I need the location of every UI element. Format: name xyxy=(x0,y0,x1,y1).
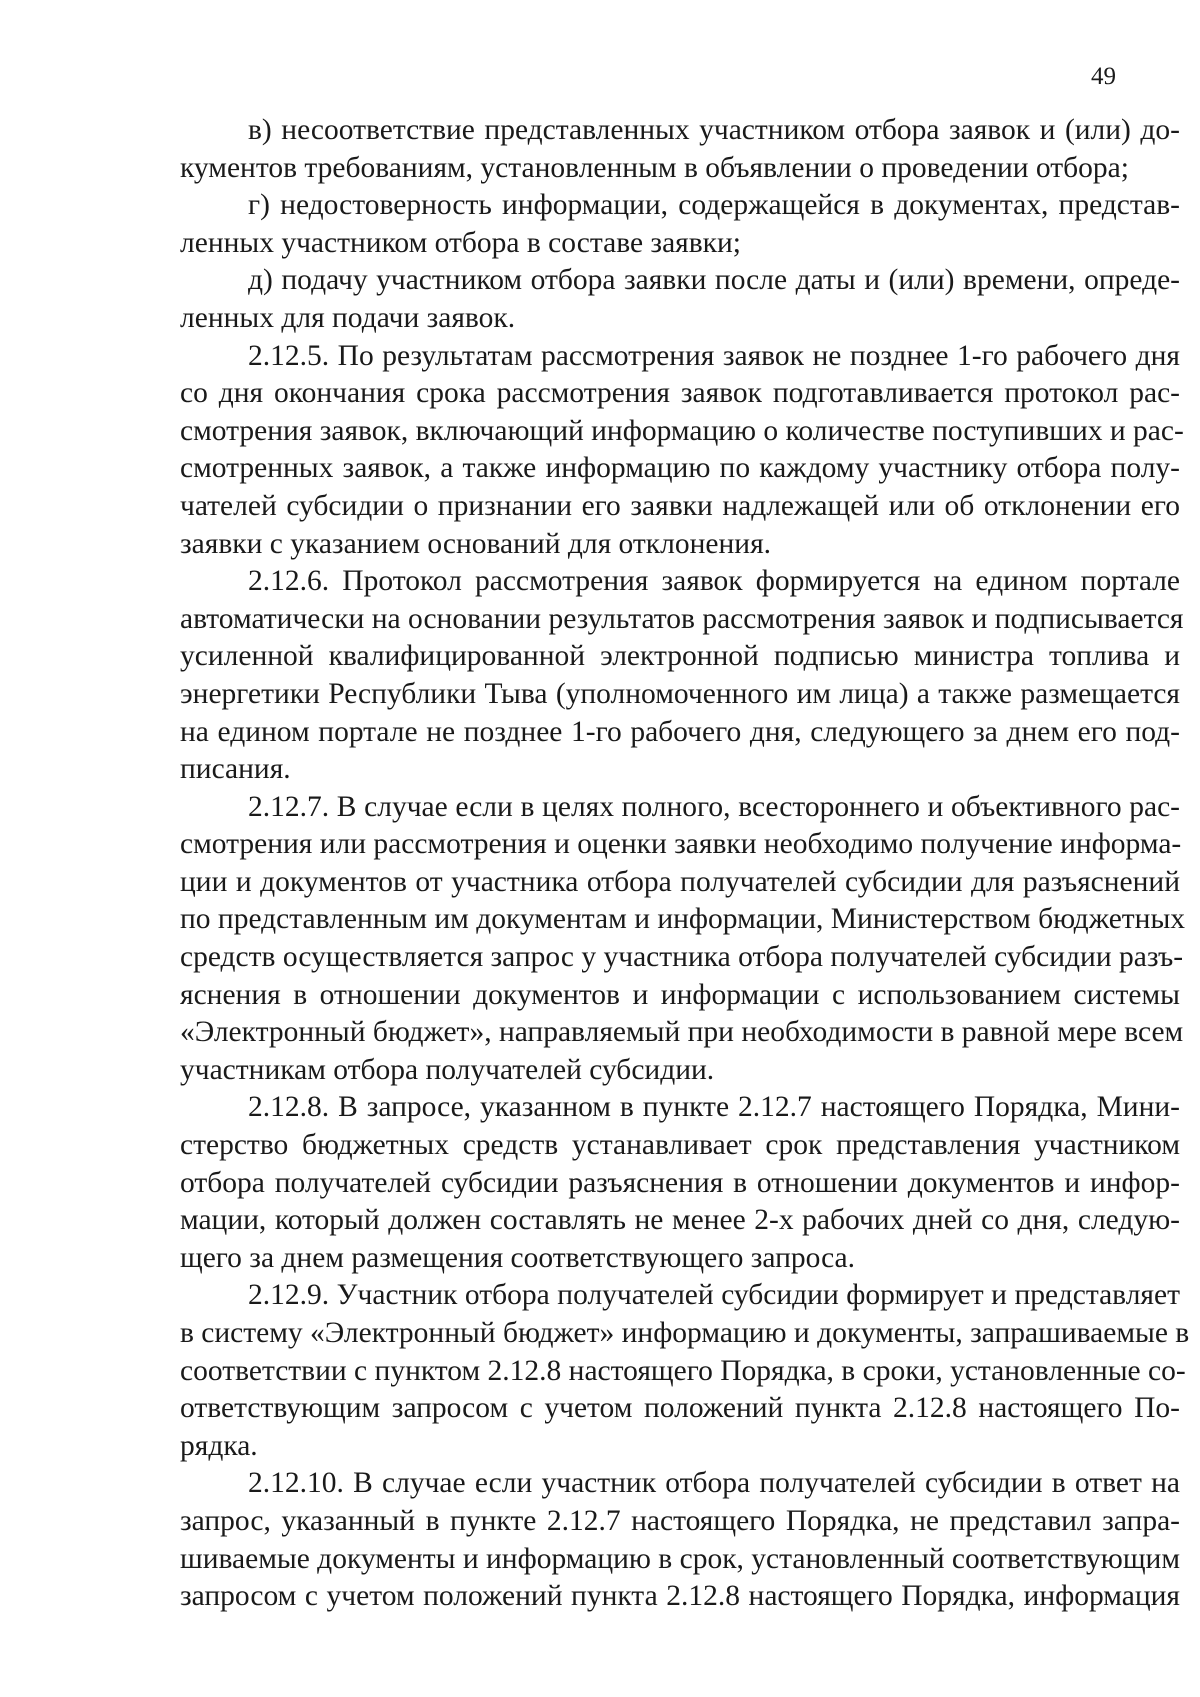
paragraph-para-2-12-10 xyxy=(180,1465,1180,1615)
text-line: смотрения или рассмотрения и оценки заявки необходимо получение информа- xyxy=(180,828,1182,861)
paragraph-para-2-12-8 xyxy=(180,1089,1180,1277)
text-line: со дня окончания срока рассмотрения заявок подготавливается протокол рас- xyxy=(180,377,1180,410)
text-line: 2.12.8. В запросе, указанном в пункте 2.12.7 настоящего Порядка, Мини- xyxy=(248,1091,1180,1124)
text-line: мации, который должен составлять не менее 2-х рабочих дней со дня, следую- xyxy=(180,1204,1180,1237)
text-line: ленных участником отбора в составе заявки; xyxy=(180,226,741,259)
text-line: ленных для подачи заявок. xyxy=(180,301,516,334)
paragraph-para-d xyxy=(180,262,1180,337)
paragraph-para-2-12-6 xyxy=(180,563,1184,789)
text-line: 2.12.10. В случае если участник отбора получателей субсидии в ответ на xyxy=(248,1467,1180,1500)
text-line: г) недостоверность информации, содержащейся в документах, представ- xyxy=(248,189,1180,222)
text-line: 2.12.7. В случае если в целях полного, всестороннего и объективного рас- xyxy=(248,790,1180,823)
text-line: 2.12.9. Участник отбора получателей субсидии формирует и представляет xyxy=(248,1279,1180,1312)
text-line: заявки с указанием оснований для отклонения. xyxy=(180,527,772,560)
text-line: 2.12.5. По результатам рассмотрения заявок не позднее 1-го рабочего дня xyxy=(248,339,1180,372)
paragraph-para-2-12-9 xyxy=(180,1277,1190,1465)
text-line: по представленным им документам и информации, Министерством бюджетных xyxy=(180,903,1186,936)
document-body xyxy=(180,112,1190,1616)
text-line: усиленной квалифицированной электронной подписью министра топлива и xyxy=(180,640,1180,673)
text-line: яснения в отношении документов и информации с использованием системы xyxy=(180,978,1180,1011)
text-line: д) подачу участником отбора заявки после даты и (или) времени, опреде- xyxy=(248,264,1180,297)
text-line: автоматически на основании результатов рассмотрения заявок и подписывается xyxy=(180,602,1184,635)
text-line: ответствующим запросом с учетом положений пункта 2.12.8 настоящего По- xyxy=(180,1392,1180,1425)
text-line: участникам отбора получателей субсидии. xyxy=(180,1053,715,1086)
page-number: 49 xyxy=(1091,63,1116,90)
paragraph-para-v xyxy=(180,112,1180,187)
text-line: «Электронный бюджет», направляемый при необходимости в равной мере всем xyxy=(180,1016,1184,1049)
text-line: кументов требованиям, установленным в объявлении о проведении отбора; xyxy=(180,151,1129,184)
text-line: на едином портале не позднее 1-го рабочего дня, следующего за днем его под- xyxy=(180,715,1180,748)
text-line: рядка. xyxy=(180,1429,258,1462)
text-line: отбора получателей субсидии разъяснения в отношении документов и инфор- xyxy=(180,1166,1180,1199)
paragraph-para-2-12-7 xyxy=(180,789,1186,1090)
text-line: смотрения заявок, включающий информацию о количестве поступивших и рас- xyxy=(180,414,1184,447)
paragraph-para-g xyxy=(180,187,1180,262)
text-line: щего за днем размещения соответствующего запроса. xyxy=(180,1241,856,1274)
text-line: в) несоответствие представленных участником отбора заявок и (или) до- xyxy=(248,114,1180,146)
text-line: запросом с учетом положений пункта 2.12.8 настоящего Порядка, информация xyxy=(180,1580,1180,1613)
text-line: 2.12.6. Протокол рассмотрения заявок формируется на едином портале xyxy=(248,565,1180,598)
text-line: в систему «Электронный бюджет» информацию и документы, запрашиваемые в xyxy=(180,1317,1190,1349)
text-line: ции и документов от участника отбора получателей субсидии для разъяснений xyxy=(180,865,1180,898)
paragraph-para-2-12-5 xyxy=(180,338,1184,564)
text-line: энергетики Республики Тыва (уполномоченного им лица) а также размещается xyxy=(180,677,1180,710)
text-line: писания. xyxy=(180,753,291,786)
text-line: смотренных заявок, а также информацию по каждому участнику отбора полу- xyxy=(180,452,1180,485)
text-line: средств осуществляется запрос у участника отбора получателей субсидии разъ- xyxy=(180,941,1184,974)
text-line: стерство бюджетных средств устанавливает срок представления участником xyxy=(180,1129,1180,1162)
text-line: соответствии с пунктом 2.12.8 настоящего Порядка, в сроки, установленные со- xyxy=(180,1354,1186,1387)
text-line: чателей субсидии о признании его заявки надлежащей или об отклонении его xyxy=(180,489,1180,522)
text-line: запрос, указанный в пункте 2.12.7 настоящего Порядка, не представил запра- xyxy=(180,1504,1180,1537)
text-line: шиваемые документы и информацию в срок, установленный соответствующим xyxy=(180,1542,1180,1575)
